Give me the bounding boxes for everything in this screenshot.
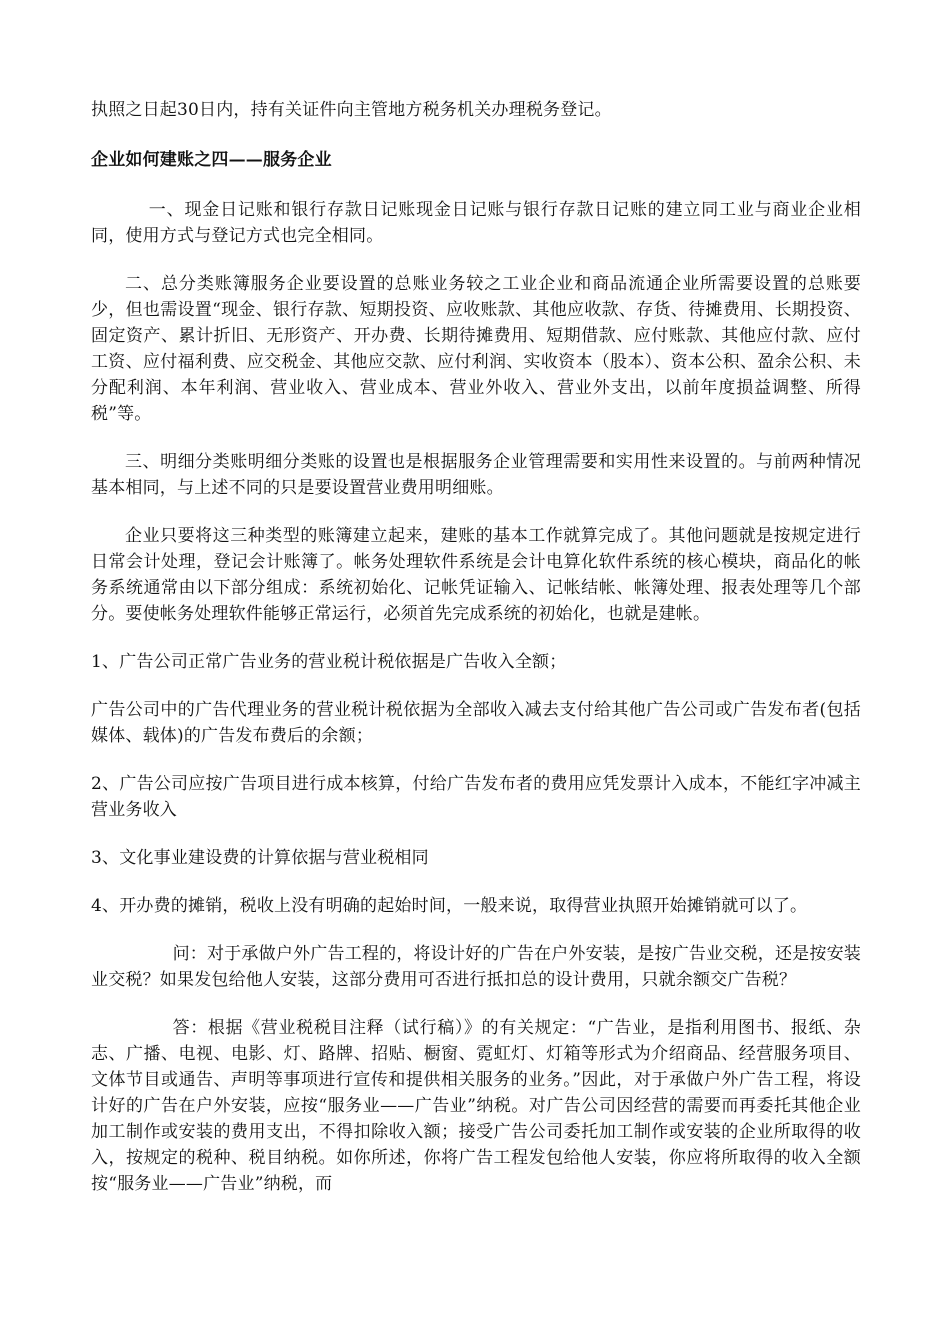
paragraph-cash-journal: 一、现金日记账和银行存款日记账现金日记账与银行存款日记账的建立同工业与商业企业相同，使用方式与登记方式也完全相同。: [91, 200, 861, 246]
paragraph-item-4: 4、开办费的摊销，税收上没有明确的起始时间，一般来说，取得营业执照开始摊销就可以了。: [91, 896, 808, 916]
paragraph-item-2: 2、广告公司应按广告项目进行成本核算，付给广告发布者的费用应凭发票计入成本，不能红字冲减主营业务收入: [91, 774, 861, 820]
paragraph-answer: 答：根据《营业税税目注释（试行稿）》的有关规定：“广告业，是指利用图书、报纸、杂志、广播、电视、电影、灯、路牌、招贴、橱窗、霓虹灯、灯箱等形式为介绍商品、经营服务项目、文体节目或通告、声明等事项进行宣传和提供相关服务的业务。”因此，对于承做户外广告工程，将设计好的广告在户外安装，应按“服务业——广告业”纳税。对广告公司因经营的需要而再委托其他企业加工制作或安装的费用支出，不得扣除收入额；接受广告公司委托加工制作或安装的企业所取得的收入，按规定的税种、税目纳税。如你所述，你将广告工程发包给他人安装，你应将所取得的收入全额按“服务业——广告业”纳税，而: [91, 1018, 861, 1194]
paragraph-question: 问：对于承做户外广告工程的，将设计好的广告在户外安装，是按广告业交税，还是按安装业交税？如果发包给他人安装，这部分费用可否进行抵扣总的设计费用，只就余额交广告税？: [91, 944, 861, 990]
paragraph-item-3: 3、文化事业建设费的计算依据与营业税相同: [91, 848, 429, 868]
paragraph-agency-tax: 广告公司中的广告代理业务的营业税计税依据为全部收入减去支付给其他广告公司或广告发布者(包括媒体、载体)的广告发布费后的余额；: [91, 700, 861, 746]
paragraph-item-1: 1、广告公司正常广告业务的营业税计税依据是广告收入全额；: [91, 652, 567, 672]
document-body: [91, 97, 861, 1219]
paragraph-detail-ledger: 三、明细分类账明细分类账的设置也是根据服务企业管理需要和实用性来设置的。与前两种情况基本相同，与上述不同的只是要设置营业费用明细账。: [91, 452, 861, 498]
section-heading: 企业如何建账之四——服务企业: [91, 150, 332, 170]
paragraph-general-ledger: 二、总分类账簿服务企业要设置的总账业务较之工业企业和商品流通企业所需要设置的总账要少，但也需设置“现金、银行存款、短期投资、应收账款、其他应收款、存货、待摊费用、长期投资、固定资产、累计折旧、无形资产、开办费、长期待摊费用、短期借款、应付账款、其他应付款、应付工资、应付福利费、应交税金、其他应交款、应付利润、实收资本（股本）、资本公积、盈余公积、未分配利润、本年利润、营业收入、营业成本、营业外收入、营业外支出，以前年度损益调整、所得税”等。: [91, 274, 861, 424]
paragraph-account-setup: 企业只要将这三种类型的账簿建立起来，建账的基本工作就算完成了。其他问题就是按规定进行日常会计处理，登记会计账簿了。帐务处理软件系统是会计电算化软件系统的核心模块，商品化的帐务系统通常由以下部分组成：系统初始化、记帐凭证输入、记帐结帐、帐簿处理、报表处理等几个部分。要使帐务处理软件能够正常运行，必须首先完成系统的初始化，也就是建帐。: [91, 526, 861, 624]
intro-line: 执照之日起30日内，持有关证件向主管地方税务机关办理税务登记。: [91, 100, 612, 120]
